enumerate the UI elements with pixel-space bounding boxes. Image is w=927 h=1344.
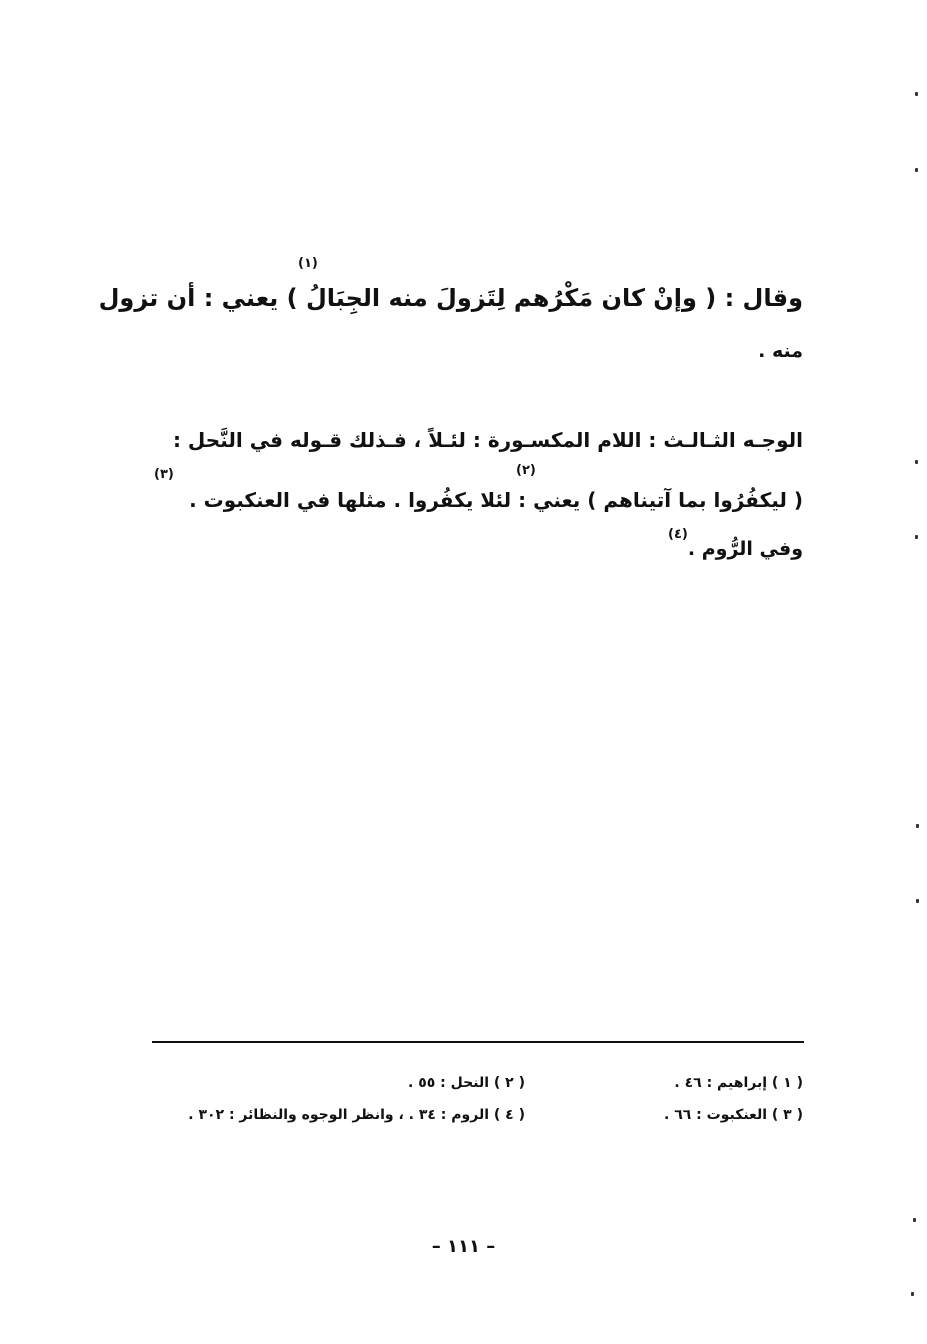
footnote-marker-3: (٣) [154,467,174,482]
body-line-1: وقال : ( وإنْ كان مَكْرُهم لِتَزولَ منه الجِبَالُ ) يعني : أن تزول [98,284,803,312]
body-line-5: وفي الرُّوم . [687,538,803,560]
scan-speck [911,1292,914,1296]
footnote-2: ( ٢ ) النحل : ٥٥ . [408,1075,525,1091]
body-line-4: ( ليكفُرُوا بما آتيناهم ) يعني : لئلا يكفُروا . مثلها في العنكبوت . [189,488,803,512]
body-line-3: الوجـه الثـالـث : اللام المكسـورة : لئـلاً ، فـذلك قـوله في النَّحل : [172,428,803,452]
footnote-1: ( ١ ) إبراهيم : ٤٦ . [674,1075,803,1091]
scan-speck [915,92,918,96]
scan-speck [916,824,919,828]
footnote-marker-4: (٤) [668,527,688,542]
footnote-4: ( ٤ ) الروم : ٣٤ . ، وانظر الوجوه والنظائر : ٣٠٢ . [188,1107,525,1123]
footnote-marker-2: (٢) [516,463,536,478]
body-line-2: منه . [758,340,803,362]
footnote-3: ( ٣ ) العنكبوت : ٦٦ . [664,1107,803,1123]
scan-speck [915,460,918,464]
page-number: – ١١١ – [431,1236,496,1257]
scan-speck [915,535,918,539]
footnote-marker-1: (١) [298,256,318,271]
scan-speck [913,1218,916,1222]
scan-speck [916,899,919,903]
scan-speck [915,168,918,172]
footnote-separator [152,1041,804,1043]
